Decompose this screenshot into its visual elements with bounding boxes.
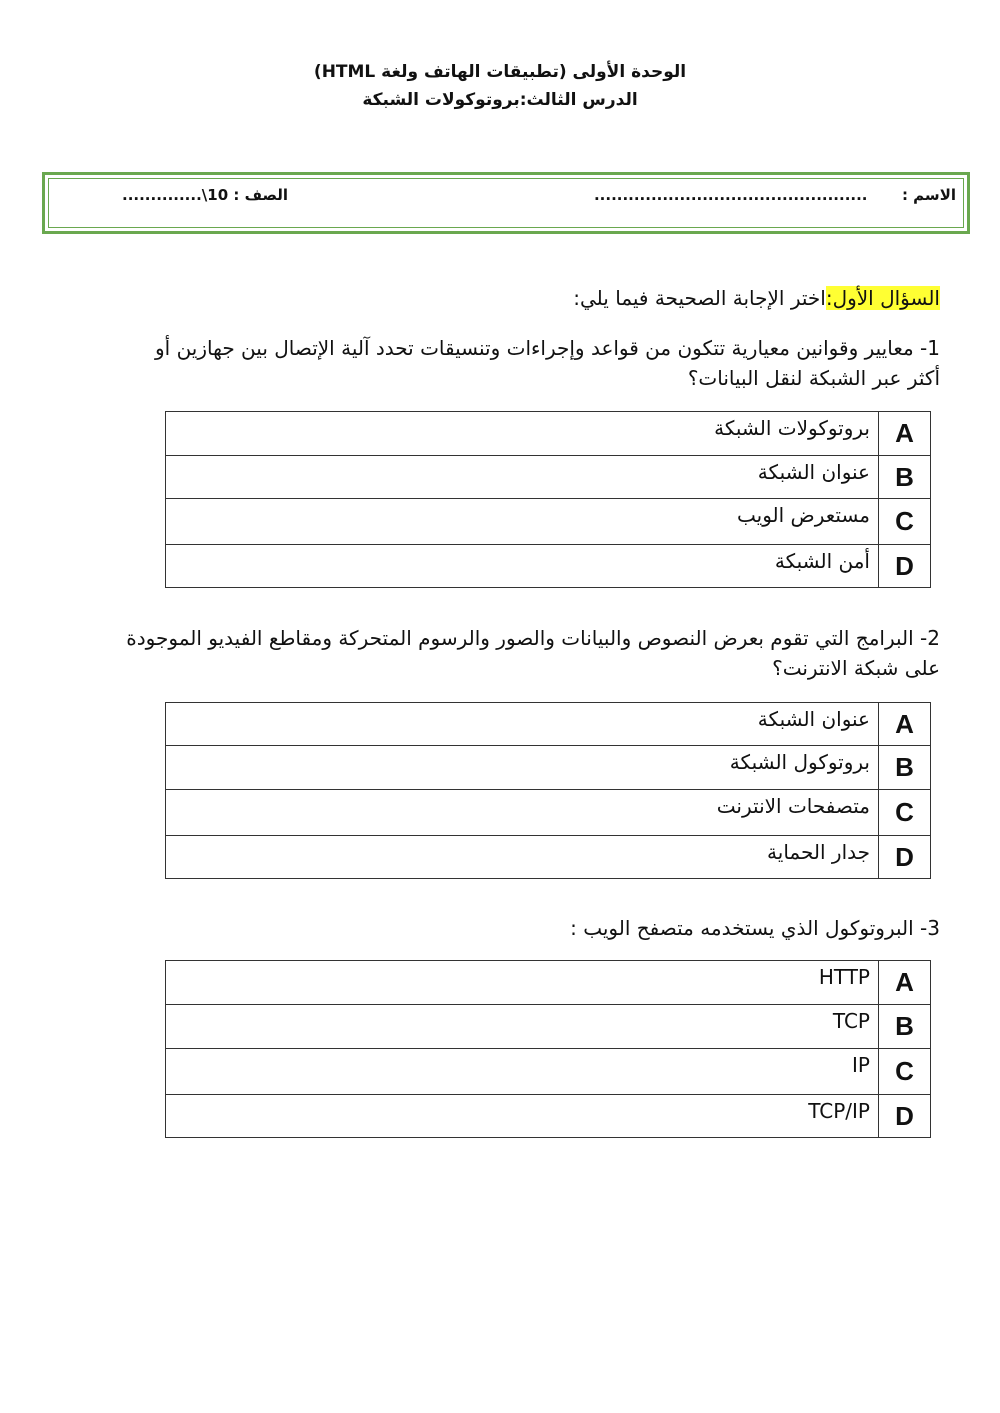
option-text: بروتوكولات الشبكة	[166, 412, 879, 456]
option-letter: B	[879, 456, 931, 499]
option-row[interactable]	[166, 961, 931, 1005]
option-letter: D	[879, 545, 931, 588]
question-3-options	[165, 960, 931, 1138]
lesson-title: الدرس الثالث:بروتوكولات الشبكة	[362, 90, 638, 110]
option-letter: B	[879, 1005, 931, 1049]
option-row[interactable]	[166, 1005, 931, 1049]
unit-title: الوحدة الأولى (تطبيقات الهاتف ولغة HTML)	[313, 62, 687, 82]
question-2-text: 2- البرامج التي تقوم بعرض النصوص والبيانات والصور والرسوم المتحركة ومقاطع الفيديو الموجودة على شبكة الانترنت؟	[126, 626, 940, 680]
option-text: مستعرض الويب	[166, 499, 879, 545]
class-field[interactable]	[122, 186, 288, 204]
option-letter: A	[879, 961, 931, 1005]
section-heading-highlight: السؤال الأول:	[825, 286, 940, 310]
name-label: الاسم :	[901, 186, 956, 204]
question-2-options	[165, 702, 931, 879]
question-1-options	[165, 411, 931, 588]
option-row[interactable]	[166, 499, 931, 545]
option-text: جدار الحماية	[166, 836, 879, 879]
option-text: متصفحات الانترنت	[166, 790, 879, 836]
option-text: عنوان الشبكة	[166, 456, 879, 499]
option-letter: A	[879, 703, 931, 746]
section-heading	[573, 286, 940, 310]
option-row[interactable]	[166, 1049, 931, 1095]
class-dots: ..............	[122, 186, 202, 204]
option-row[interactable]	[166, 545, 931, 588]
option-row[interactable]	[166, 746, 931, 790]
option-text: IP	[166, 1049, 879, 1095]
option-row[interactable]	[166, 456, 931, 499]
section-heading-instruction: اختر الإجابة الصحيحة فيما يلي:	[573, 286, 826, 310]
option-letter: A	[879, 412, 931, 456]
option-text: أمن الشبكة	[166, 545, 879, 588]
question-3-text: 3- البروتوكول الذي يستخدمه متصفح الويب :	[570, 916, 940, 940]
option-row[interactable]	[166, 790, 931, 836]
option-text: عنوان الشبكة	[166, 703, 879, 746]
class-label: الصف : 10\	[201, 186, 289, 204]
option-letter: C	[879, 499, 931, 545]
option-text: TCP	[166, 1005, 879, 1049]
option-text: HTTP	[166, 961, 879, 1005]
name-field[interactable]	[594, 186, 956, 204]
option-letter: C	[879, 1049, 931, 1095]
option-letter: B	[879, 746, 931, 790]
option-letter: C	[879, 790, 931, 836]
name-dots: ................................................	[593, 186, 868, 204]
option-letter: D	[879, 836, 931, 879]
option-letter: D	[879, 1095, 931, 1138]
option-row[interactable]	[166, 1095, 931, 1138]
option-row[interactable]	[166, 703, 931, 746]
question-1-text: 1- معايير وقوانين معيارية تتكون من قواعد وإجراءات وتنسيقات تحدد آلية الإتصال بين جهازين أو أكثر عبر الشبكة لنقل البيانات؟	[155, 336, 940, 390]
option-row[interactable]	[166, 836, 931, 879]
option-row[interactable]	[166, 412, 931, 456]
option-text: TCP/IP	[166, 1095, 879, 1138]
option-text: بروتوكول الشبكة	[166, 746, 879, 790]
